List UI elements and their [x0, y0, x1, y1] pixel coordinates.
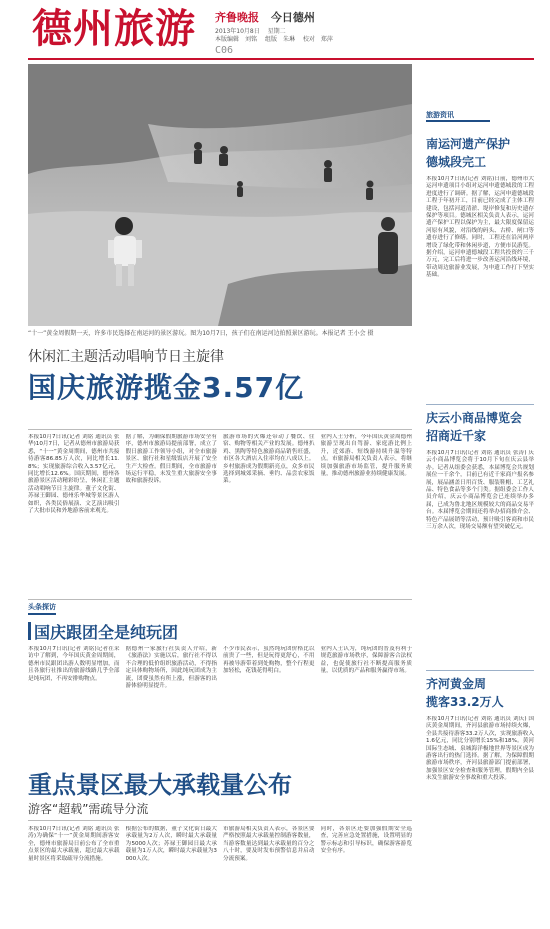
editor-name: 刘铭	[245, 36, 258, 43]
date-line	[215, 28, 292, 36]
article3-col-1: 本报10月7日讯(记者 刘铭 通讯员 张涛)为确保“十一”黄金周期间游客安全，德州市旅游局日前公布了全市重点景区的最大承载量，超过最大承载量时景区将采取疏导分流措施。	[28, 826, 120, 862]
sidebar-item1-title-2: 德城段完工	[426, 155, 487, 169]
article2-body	[28, 646, 412, 756]
sidebar-item2-body: 本报10月7日讯(记者 刘铭 通讯员 张涛) 庆云小商品博览会将于10月下旬在庆云县举办。记者从组委会获悉，本届博览会共规划展位一千余个，目前已有近千家商户报名参展，展品涵盖日用百货、服装鞋帽、工艺礼品、特色食品等多个门类。据组委会工作人员介绍，庆云小商品博览会已连续举办多届，已成为鲁北地区规模较大的商品交易平台。本届博览会期间还将举办招商推介会、特色产品展销等活动，预计吸引客商和市民三万余人次，现场交易额有望突破亿元。	[426, 450, 534, 531]
proof-label: 校对	[302, 36, 315, 43]
article2-headline: 国庆跟团全是纯玩团	[34, 623, 179, 642]
article3-col-2: 根据公布的数据，董子文化街日最大承载量为2万人次，瞬时最大承载量为5000人次；苏禄王御园日最大承载量为1万人次，瞬时最大承载量为3000人次。	[125, 826, 217, 862]
article1-body	[28, 434, 412, 594]
article2-col-3: 不少市民表示，虽然纯玩团价格比以前贵了一些，但是玩得更舒心，不用再被导游带着到处购物，整个行程更加轻松，花钱花得明白。	[223, 646, 315, 675]
masthead-rule	[28, 58, 534, 60]
article3-rule	[28, 820, 412, 821]
sidebar-item3-body: 本报10月7日讯(记者 刘铭 通讯员 刘庆) 国庆黄金周期间，齐河县旅游市场持续火爆，全县共接待游客33.2万人次，实现旅游收入1.6亿元，同比分别增长15%和18%。黄河国际生态城、泉城海洋极地世界等景区成为游客出行的热门选择。据了解，为保障假期旅游市场秩序，齐河县旅游部门提前部署，加强景区安全检查和服务管理，假期内全县未发生旅游安全事故和重大投诉。	[426, 716, 534, 782]
article3-body	[28, 826, 412, 922]
article1-kicker: 休闲汇主题活动唱响节日主旋律	[28, 349, 224, 365]
riverside-photo	[28, 64, 412, 326]
article1-col-3: 旅游市场的火爆还带动了餐饮、住宿、购物等相关产业的发展。德州扒鸡、黑陶等特色旅游商品销售旺盛，市区各大酒店入住率均在八成以上。乡村旅游成为假期新亮点，众多市民选择到城郊采摘、垂钓、品尝农家饭菜。	[223, 434, 315, 485]
date: 2013年10月8日	[215, 28, 260, 35]
article3-col-3: 市旅游局相关负责人表示，各景区要严格按照最大承载量控制游客数量，当游客数量达到最大承载量的百分之八十时，要及时发布预警信息并启动分流预案。	[223, 826, 315, 862]
section-logo: 德州旅游	[32, 5, 196, 52]
headline-accent-bar	[28, 622, 31, 640]
layout-name: 朱琳	[282, 36, 295, 43]
paper-brand	[215, 9, 323, 25]
sidebar-item1-body: 本报10月7日讯(记者 刘铭)日前，德州市大运河申遗项目小组对运河申遗德城段的工程进度进行了调研。据了解，运河申遗德城段工程于年初开工，目前已经完成了主体工程建设，包括河道清淤、堤岸修复和历史遗存保护等项目。德城区相关负责人表示，运河遗产保护工程以保护为主，最大限度保留运河原有风貌，对沿线的码头、古桥、闸口等遗存进行了修缮。同时，工程还在沿河两岸增设了绿化带和休闲步道，方便市民游览。据介绍，运河申遗德城段工程共投资约三千万元，完工后将进一步改善运河沿线环境，带动周边旅游业发展，为申遗工作打下坚实基础。	[426, 176, 534, 279]
sidebar-item2-title-1: 庆云小商品博览会	[426, 411, 523, 425]
photo-caption: “十一”黄金周假期一天，许多市民选择在南运河的景区游玩。图为10月7日，孩子们在南运河边拍照景区游玩。本报记者 王小会 摄	[28, 330, 374, 337]
sidebar-divider	[426, 404, 534, 405]
article1-col-2: 据了解，为确保假期旅游市场安全有序，德州市旅游局提前部署，成立了假日旅游工作领导小组，对全市旅游景区、旅行社和星级饭店开展了安全生产大检查。假日期间，全市旅游市场运行平稳，未发生重大旅游安全事故和旅游投诉。	[125, 434, 217, 485]
article3-headline: 重点景区最大承载量公布	[28, 771, 292, 799]
sidebar-divider	[426, 670, 534, 671]
weekday: 星期二	[267, 28, 286, 35]
sidebar-item3-title-1: 齐河黄金周	[426, 677, 487, 691]
edition-name: 今日德州	[270, 11, 315, 24]
article3-col-4: 同时，各景区还要加强假期安全巡查，完善应急处置措施，设置明显的警示标志和引导标识，确保游客游览安全有序。	[320, 826, 412, 855]
sidebar-tag: 旅游资讯	[426, 110, 490, 122]
article1-col-4: 业内人士分析，今年国庆黄金周德州旅游呈现出自驾游、家庭游比例上升，近郊游、短线游持续升温等特点。市旅游局相关负责人表示，将继续加强旅游市场监管，提升服务质量，推动德州旅游业持续健康发展。	[320, 434, 412, 478]
sidebar-item3-title-2: 揽客33.2万人	[426, 695, 504, 709]
section-rule	[28, 599, 412, 600]
proof-name: 郑萍	[320, 36, 333, 43]
sidebar-item2-title-2: 招商近千家	[426, 429, 487, 443]
editor-line	[215, 36, 339, 44]
sidebar-item1-title-1: 南运河遗产保护	[426, 137, 511, 151]
news-sidebar	[418, 64, 534, 919]
article2-col-2: 据德州一家旅行社负责人介绍，新《旅游法》实施以后，旅行社不得以不合理的低价组织旅游活动，不得指定具体购物场所，因此纯玩团成为主流，团费虽然有所上涨，但游客的出游体验明显提升。	[125, 646, 217, 690]
section-tag: 头条探访	[28, 602, 56, 615]
lead-photo	[28, 64, 412, 326]
article2-col-1: 本报10月7日讯(记者 刘铭)记者在采访中了解到，今年国庆黄金周期间，德州市民跟团出游人数明显增加，而且各旅行社推出的旅游线路几乎全部是纯玩团，不再安排购物点。	[28, 646, 120, 682]
article1-col-1: 本报10月7日讯(记者 刘铭 通讯员 张华)10月7日，记者从德州市旅游局获悉，“十一”黄金周期间，德州市共接待游客86.85万人次，同比增长11.8%；实现旅游综合收入3.57亿元，同比增长12.6%。国庆期间，德州各旅游景区活动精彩纷呈，休闲汇主题活动唱响节日主旋律。董子文化街、苏禄王御园、德州乐华城等景区游人如织，各类民俗展演、文艺演出吸引了大批市民和外地游客前来观光。	[28, 434, 120, 515]
article1-headline: 国庆旅游揽金3.57亿	[28, 371, 305, 404]
paper-name: 齐鲁晚报	[215, 11, 259, 24]
article3-subhead: 游客“超载”需疏导分流	[28, 802, 149, 816]
layout-label: 组版	[264, 36, 277, 43]
masthead	[0, 0, 550, 60]
article2-col-4: 业内人士认为，纯玩团的普及有利于规范旅游市场秩序，保障游客合法权益，也促使旅行社不断提高服务质量，以优质的产品和服务赢得市场。	[320, 646, 412, 675]
headline-rule	[28, 429, 412, 430]
page-number: C06	[215, 45, 234, 56]
editor-label: 本版编辑	[215, 36, 240, 43]
